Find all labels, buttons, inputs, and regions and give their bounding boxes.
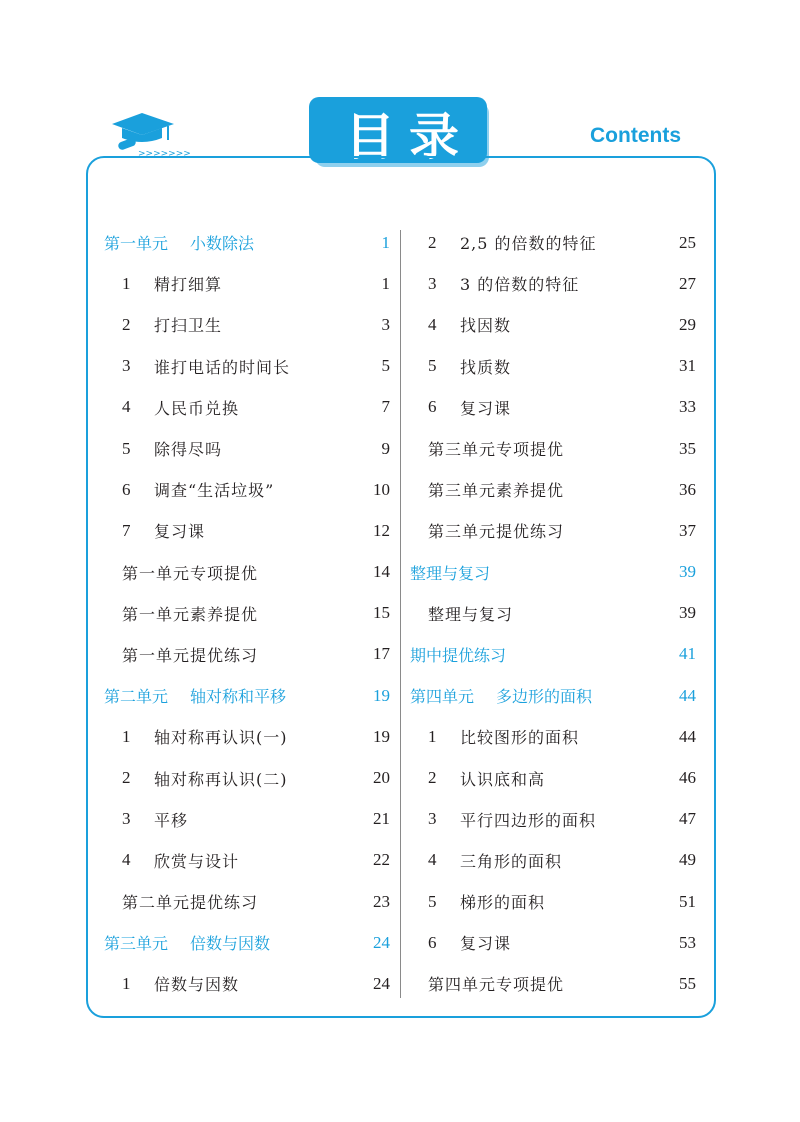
toc-entry[interactable] bbox=[410, 922, 696, 963]
toc-page-number: 24 bbox=[373, 932, 390, 952]
toc-page-number: 19 bbox=[373, 726, 390, 746]
toc-entry-number: 1 bbox=[122, 973, 131, 993]
toc-page-number: 15 bbox=[373, 603, 390, 623]
toc-entry[interactable] bbox=[104, 963, 390, 1004]
toc-entry[interactable] bbox=[104, 881, 390, 922]
toc-page-number: 24 bbox=[373, 973, 390, 993]
toc-entry-number: 6 bbox=[122, 479, 131, 499]
toc-entry-title: 第一单元素养提优 bbox=[122, 604, 259, 624]
toc-entry[interactable] bbox=[410, 469, 696, 510]
contents-label: Contents bbox=[590, 124, 681, 147]
toc-entry-title: 找质数 bbox=[460, 357, 512, 377]
toc-entry-title: 欣赏与设计 bbox=[154, 851, 240, 871]
toc-entry-number: 1 bbox=[428, 726, 437, 746]
toc-unit-title: 小数除法 bbox=[190, 234, 255, 254]
toc-entry-number: 3 bbox=[122, 356, 131, 376]
toc-entry-title: 第三单元提优练习 bbox=[428, 522, 565, 542]
toc-entry-title: 第四单元专项提优 bbox=[428, 975, 565, 995]
toc-entry-number: 4 bbox=[428, 314, 437, 334]
toc-unit-label: 第一单元 bbox=[104, 234, 169, 254]
toc-entry-number: 3 bbox=[428, 273, 437, 293]
toc-page-number: 33 bbox=[679, 397, 696, 417]
toc-entry[interactable] bbox=[104, 716, 390, 757]
toc-entry[interactable] bbox=[410, 757, 696, 798]
toc-entry[interactable] bbox=[104, 387, 390, 428]
toc-page-number: 39 bbox=[679, 562, 696, 582]
toc-entry-number: 5 bbox=[428, 356, 437, 376]
toc-entry[interactable] bbox=[410, 716, 696, 757]
toc-entry-title: 第三单元素养提优 bbox=[428, 481, 565, 501]
toc-entry-number: 2 bbox=[428, 768, 437, 788]
toc-entry-title: 比较图形的面积 bbox=[460, 728, 580, 748]
toc-entry-title: 梯形的面积 bbox=[460, 893, 546, 913]
toc-entry[interactable] bbox=[104, 263, 390, 304]
toc-entry[interactable] bbox=[410, 593, 696, 634]
toc-entry-number: 5 bbox=[122, 438, 131, 458]
toc-page-number: 51 bbox=[679, 891, 696, 911]
toc-entry[interactable] bbox=[410, 881, 696, 922]
toc-entry-number: 4 bbox=[122, 397, 131, 417]
toc-heading-text bbox=[410, 684, 679, 707]
toc-page-number: 41 bbox=[679, 644, 696, 664]
toc-entry-number: 6 bbox=[428, 932, 437, 952]
toc-unit-title: 轴对称和平移 bbox=[190, 687, 287, 707]
toc-heading-text bbox=[410, 561, 679, 584]
toc-entry[interactable] bbox=[410, 304, 696, 345]
toc-page-number: 1 bbox=[381, 232, 390, 252]
toc-heading-text bbox=[410, 643, 679, 666]
toc-entry-number: 2 bbox=[122, 768, 131, 788]
toc-entry-number: 4 bbox=[122, 850, 131, 870]
toc-entry-number: 3 bbox=[122, 809, 131, 829]
toc-page-number: 25 bbox=[679, 232, 696, 252]
toc-entry[interactable] bbox=[104, 552, 390, 593]
toc-entry-title: 倍数与因数 bbox=[154, 975, 240, 995]
toc-unit-heading[interactable] bbox=[104, 922, 390, 963]
toc-entry-title: 认识底和高 bbox=[460, 769, 546, 789]
toc-page-number: 14 bbox=[373, 562, 390, 582]
graduation-cap-icon bbox=[108, 110, 191, 159]
toc-page-number: 31 bbox=[679, 356, 696, 376]
toc-entry-number: 2 bbox=[428, 232, 437, 252]
toc-entry[interactable] bbox=[410, 263, 696, 304]
toc-entry-title: 轴对称再认识(二) bbox=[154, 769, 288, 789]
toc-page-number: 36 bbox=[679, 479, 696, 499]
toc-entry[interactable] bbox=[104, 634, 390, 675]
toc-page-number: 19 bbox=[373, 685, 390, 705]
toc-entry-title: 人民币兑换 bbox=[154, 398, 240, 418]
toc-entry[interactable] bbox=[410, 387, 696, 428]
toc-entry[interactable] bbox=[410, 963, 696, 1004]
toc-unit-heading[interactable] bbox=[104, 222, 390, 263]
toc-unit-label: 第三单元 bbox=[104, 934, 169, 954]
toc-page-number: 55 bbox=[679, 973, 696, 993]
toc-entry-title: 复习课 bbox=[154, 522, 206, 542]
toc-entry-title: 调查“生活垃圾” bbox=[154, 481, 275, 501]
toc-entry-title: 2,5 的倍数的特征 bbox=[460, 234, 597, 254]
toc-entry-title: 3 的倍数的特征 bbox=[460, 275, 580, 295]
toc-entry-title: 精打细算 bbox=[154, 275, 223, 295]
toc-unit-heading[interactable] bbox=[410, 675, 696, 716]
toc-page-number: 37 bbox=[679, 520, 696, 540]
toc-page-number: 5 bbox=[381, 356, 390, 376]
toc-entry[interactable] bbox=[104, 840, 390, 881]
toc-left-column bbox=[104, 222, 390, 1005]
toc-entry-title: 复习课 bbox=[460, 398, 512, 418]
toc-entry-title: 轴对称再认识(一) bbox=[154, 728, 288, 748]
toc-page-number: 46 bbox=[679, 768, 696, 788]
toc-unit-label: 第四单元 bbox=[410, 687, 475, 707]
toc-entry[interactable] bbox=[104, 757, 390, 798]
toc-heading-text bbox=[104, 931, 373, 954]
toc-entry[interactable] bbox=[410, 799, 696, 840]
toc-entry[interactable] bbox=[410, 346, 696, 387]
toc-page-number: 22 bbox=[373, 850, 390, 870]
toc-unit-heading[interactable] bbox=[104, 675, 390, 716]
toc-unit-label: 第二单元 bbox=[104, 687, 169, 707]
toc-entry-number: 1 bbox=[122, 273, 131, 293]
toc-entry-number: 6 bbox=[428, 397, 437, 417]
toc-right-column bbox=[410, 222, 696, 1005]
toc-entry-title: 平行四边形的面积 bbox=[460, 810, 597, 830]
toc-page-number: 9 bbox=[381, 438, 390, 458]
toc-page-number: 12 bbox=[373, 520, 390, 540]
toc-entry-title: 第二单元提优练习 bbox=[122, 893, 259, 913]
toc-entry-number: 7 bbox=[122, 520, 131, 540]
toc-heading-text bbox=[104, 684, 373, 707]
toc-entry-title: 打扫卫生 bbox=[154, 316, 223, 336]
toc-page-number: 39 bbox=[679, 603, 696, 623]
toc-entry-title: 第三单元专项提优 bbox=[428, 440, 565, 460]
toc-entry-title: 第一单元提优练习 bbox=[122, 645, 259, 665]
toc-page-number: 1 bbox=[381, 273, 390, 293]
column-divider bbox=[400, 230, 401, 998]
toc-entry-title: 谁打电话的时间长 bbox=[154, 357, 291, 377]
toc-entry[interactable] bbox=[104, 593, 390, 634]
toc-page-number: 23 bbox=[373, 891, 390, 911]
toc-page-number: 44 bbox=[679, 685, 696, 705]
toc-entry[interactable] bbox=[104, 469, 390, 510]
toc-entry-title: 找因数 bbox=[460, 316, 512, 336]
toc-entry-number: 4 bbox=[428, 850, 437, 870]
toc-entry[interactable] bbox=[410, 510, 696, 551]
toc-unit-heading[interactable] bbox=[410, 634, 696, 675]
toc-unit-label: 期中提优练习 bbox=[410, 645, 507, 665]
toc-entry[interactable] bbox=[104, 304, 390, 345]
toc-page-number: 3 bbox=[381, 314, 390, 334]
toc-entry[interactable] bbox=[104, 510, 390, 551]
page-title: 目录 bbox=[345, 108, 473, 166]
toc-page-number: 29 bbox=[679, 314, 696, 334]
toc-entry-number: 5 bbox=[428, 891, 437, 911]
toc-entry-title: 除得尽吗 bbox=[154, 440, 223, 460]
toc-entry-title: 整理与复习 bbox=[428, 604, 514, 624]
toc-page-number: 17 bbox=[373, 644, 390, 664]
toc-entry[interactable] bbox=[104, 799, 390, 840]
toc-page-number: 7 bbox=[381, 397, 390, 417]
toc-entry-title: 复习课 bbox=[460, 934, 512, 954]
toc-page-number: 53 bbox=[679, 932, 696, 952]
toc-unit-title: 倍数与因数 bbox=[190, 934, 271, 954]
toc-entry[interactable] bbox=[104, 428, 390, 469]
toc-entry-number: 1 bbox=[122, 726, 131, 746]
toc-unit-label: 整理与复习 bbox=[410, 563, 491, 583]
toc-page-number: 49 bbox=[679, 850, 696, 870]
toc-entry[interactable] bbox=[410, 428, 696, 469]
toc-entry-number: 2 bbox=[122, 314, 131, 334]
toc-entry-title: 第一单元专项提优 bbox=[122, 563, 259, 583]
toc-entry[interactable] bbox=[104, 346, 390, 387]
toc-entry-title: 三角形的面积 bbox=[460, 851, 563, 871]
toc-entry[interactable] bbox=[410, 222, 696, 263]
toc-page-number: 47 bbox=[679, 809, 696, 829]
toc-entry[interactable] bbox=[410, 840, 696, 881]
svg-text:>>>>>>>: >>>>>>> bbox=[138, 149, 191, 159]
toc-unit-title: 多边形的面积 bbox=[496, 687, 593, 707]
toc-page-number: 20 bbox=[373, 768, 390, 788]
toc-page-number: 35 bbox=[679, 438, 696, 458]
toc-entry-number: 3 bbox=[428, 809, 437, 829]
toc-heading-text bbox=[104, 231, 382, 254]
toc-page-number: 21 bbox=[373, 809, 390, 829]
toc-page-number: 10 bbox=[373, 479, 390, 499]
toc-unit-heading[interactable] bbox=[410, 552, 696, 593]
toc-page-number: 44 bbox=[679, 726, 696, 746]
toc-page-number: 27 bbox=[679, 273, 696, 293]
toc-entry-title: 平移 bbox=[154, 810, 189, 830]
